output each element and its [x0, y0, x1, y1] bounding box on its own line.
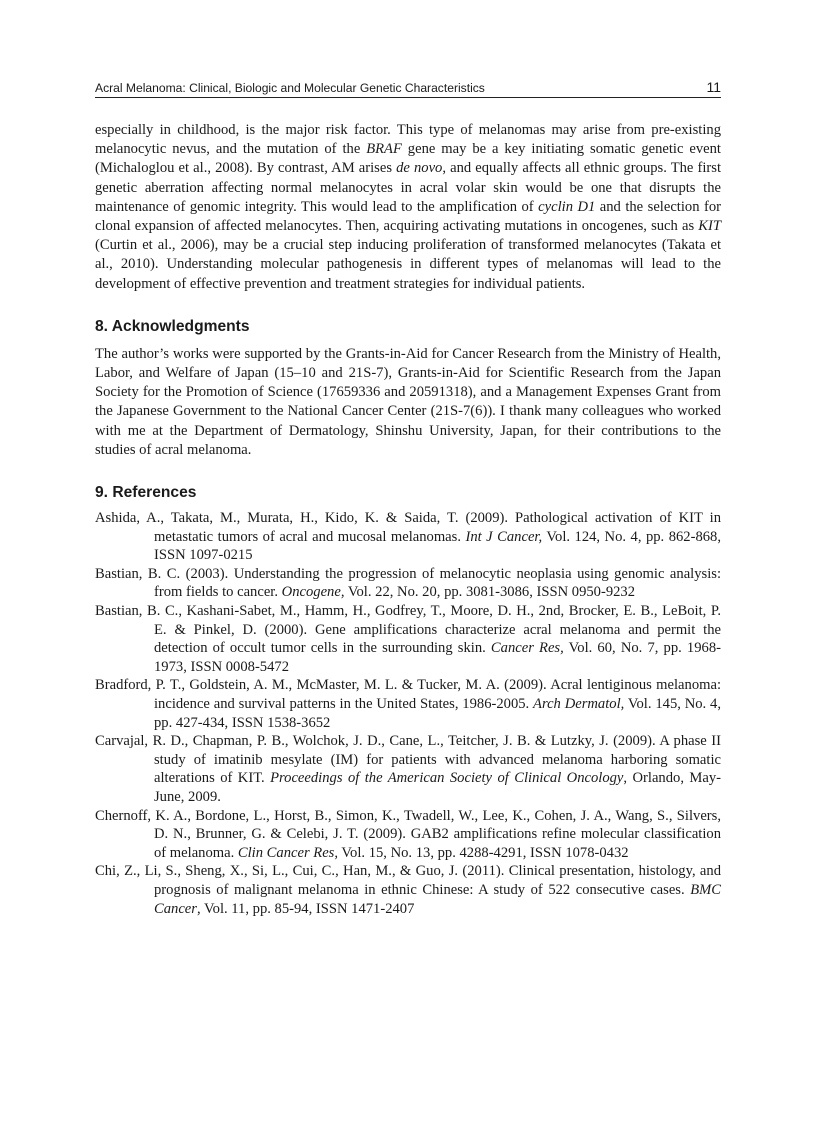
text-span: , and equally affects all ethnic groups. The first genetic aberration affecting normal melanocytes in acral volar skin would be one that disrupts the maintenance of genomic integrity. This would lead to the amplification of — [95, 160, 721, 215]
journal-name: Arch Dermatol, — [533, 695, 625, 712]
reference-text: Bastian, B. C. (2003). Understanding the progression of melanocytic neoplasia using genomic analysis: from fields to cancer. — [95, 565, 721, 601]
gene-name: BRAF — [366, 141, 402, 158]
journal-name: Proceedings of the American Society of Clinical Oncology — [270, 770, 624, 787]
latin-term: de novo — [396, 160, 443, 177]
text-span: gene may be a key initiating somatic genetic event (Michaloglou et al., 2008). By contrast, AM arises — [95, 141, 721, 177]
reference-item — [95, 602, 721, 676]
intro-paragraph — [95, 121, 721, 294]
reference-item — [95, 807, 721, 863]
reference-item — [95, 676, 721, 732]
reference-details: , Vol. 11, pp. 85-94, ISSN 1471-2407 — [196, 900, 415, 917]
reference-item — [95, 509, 721, 565]
reference-item — [95, 732, 721, 806]
reference-details: Vol. 124, No. 4, pp. 862-868, ISSN 1097-0215 — [154, 528, 721, 564]
reference-text: Bradford, P. T., Goldstein, A. M., McMaster, M. L. & Tucker, M. A. (2009). Acral lentiginous melanoma: incidence and survival patterns in the United States, 1986-2005. — [95, 677, 721, 712]
journal-name: Int J Cancer, — [465, 528, 543, 545]
gene-name: KIT — [698, 218, 721, 235]
reference-details: Vol. 145, No. 4, pp. 427-434, ISSN 1538-3652 — [154, 695, 721, 731]
reference-item — [95, 565, 721, 602]
reference-details: Vol. 22, No. 20, pp. 3081-3086, ISSN 0950-9232 — [344, 584, 636, 601]
journal-name: Oncogene, — [281, 584, 345, 601]
running-title: Acral Melanoma: Clinical, Biologic and Molecular Genetic Characteristics — [95, 81, 485, 95]
journal-name: Cancer Res, — [490, 640, 564, 657]
text-span: (Curtin et al., 2006), may be a crucial step inducing proliferation of transformed melanocytes (Takata et al., 2010). Understanding molecular pathogenesis in different types of melanomas will lead to the development of effective prevention and treatment strategies for individual patients. — [95, 237, 721, 292]
reference-list — [95, 509, 721, 918]
reference-item — [95, 862, 721, 918]
reference-details: Vol. 60, No. 7, pp. 1968-1973, ISSN 0008-5472 — [154, 640, 721, 675]
reference-text: Ashida, A., Takata, M., Murata, H., Kido, K. & Saida, T. (2009). Pathological activation of KIT in metastatic tumors of acral and mucosal melanomas. — [95, 510, 721, 545]
page-number: 11 — [706, 79, 721, 95]
reference-text: Chernoff, K. A., Bordone, L., Horst, B., Simon, K., Twadell, W., Lee, K., Cohen, J. A., Wang, S., Silvers, D. N., Brunner, G. & Celebi, J. T. (2009). GAB2 amplifications refine molecular classification of melanoma. — [95, 807, 721, 861]
journal-name: Clin Cancer Res, — [237, 844, 339, 861]
reference-details: Vol. 15, No. 13, pp. 4288-4291, ISSN 1078-0432 — [338, 844, 629, 861]
acknowledgments-paragraph: The author’s works were supported by the Grants-in-Aid for Cancer Research from the Ministry of Health, Labor, and Welfare of Japan (15–10 and 21S-7), Grants-in-Aid for Scientific Research from the Japan Society for the Promotion of Science (17659336 and 20591318), and a Management Expenses Grant from the Japanese Government to the National Cancer Center (21S-7(6)). I thank many colleagues who worked with me at the Department of Dermatology, Shinshu University, Japan, for their contributions to the studies of acral melanoma. — [95, 345, 721, 458]
journal-name: BMC Cancer — [154, 881, 721, 917]
acknowledgments-heading: 8. Acknowledgments — [95, 317, 250, 335]
text-span: especially in childhood, is the major risk factor. This type of melanomas may arise from pre-existing melanocytic nevus, and the mutation of the — [95, 122, 721, 158]
gene-name: cyclin D1 — [538, 198, 596, 215]
running-header — [95, 78, 721, 98]
reference-text: Chi, Z., Li, S., Sheng, X., Si, L., Cui, C., Han, M., & Guo, J. (2011). Clinical presentation, histology, and prognosis of malignant melanoma in ethnic Chinese: A study of 522 consecutive cases. — [95, 863, 721, 898]
text-span: and the selection for clonal expansion of affected melanocytes. Then, acquiring activating mutations in oncogenes, such as — [95, 198, 722, 235]
reference-details: , Orlando, May-June, 2009. — [154, 770, 722, 805]
references-heading: 9. References — [95, 484, 197, 502]
page — [95, 78, 721, 918]
reference-text: Carvajal, R. D., Chapman, P. B., Wolchok, J. D., Cane, L., Teitcher, J. B. & Lutzky, J. (2009). A phase II study of imatinib mesylate (IM) for patients with advanced melanoma harboring somatic alterations of KIT. — [95, 733, 721, 787]
reference-text: Bastian, B. C., Kashani-Sabet, M., Hamm, H., Godfrey, T., Moore, D. H., 2nd, Brocker, E. B., LeBoit, P. E. & Pinkel, D. (2000). Gene amplifications characterize acral melanoma and permit the detection of occult tumor cells in the surrounding skin. — [95, 603, 721, 657]
